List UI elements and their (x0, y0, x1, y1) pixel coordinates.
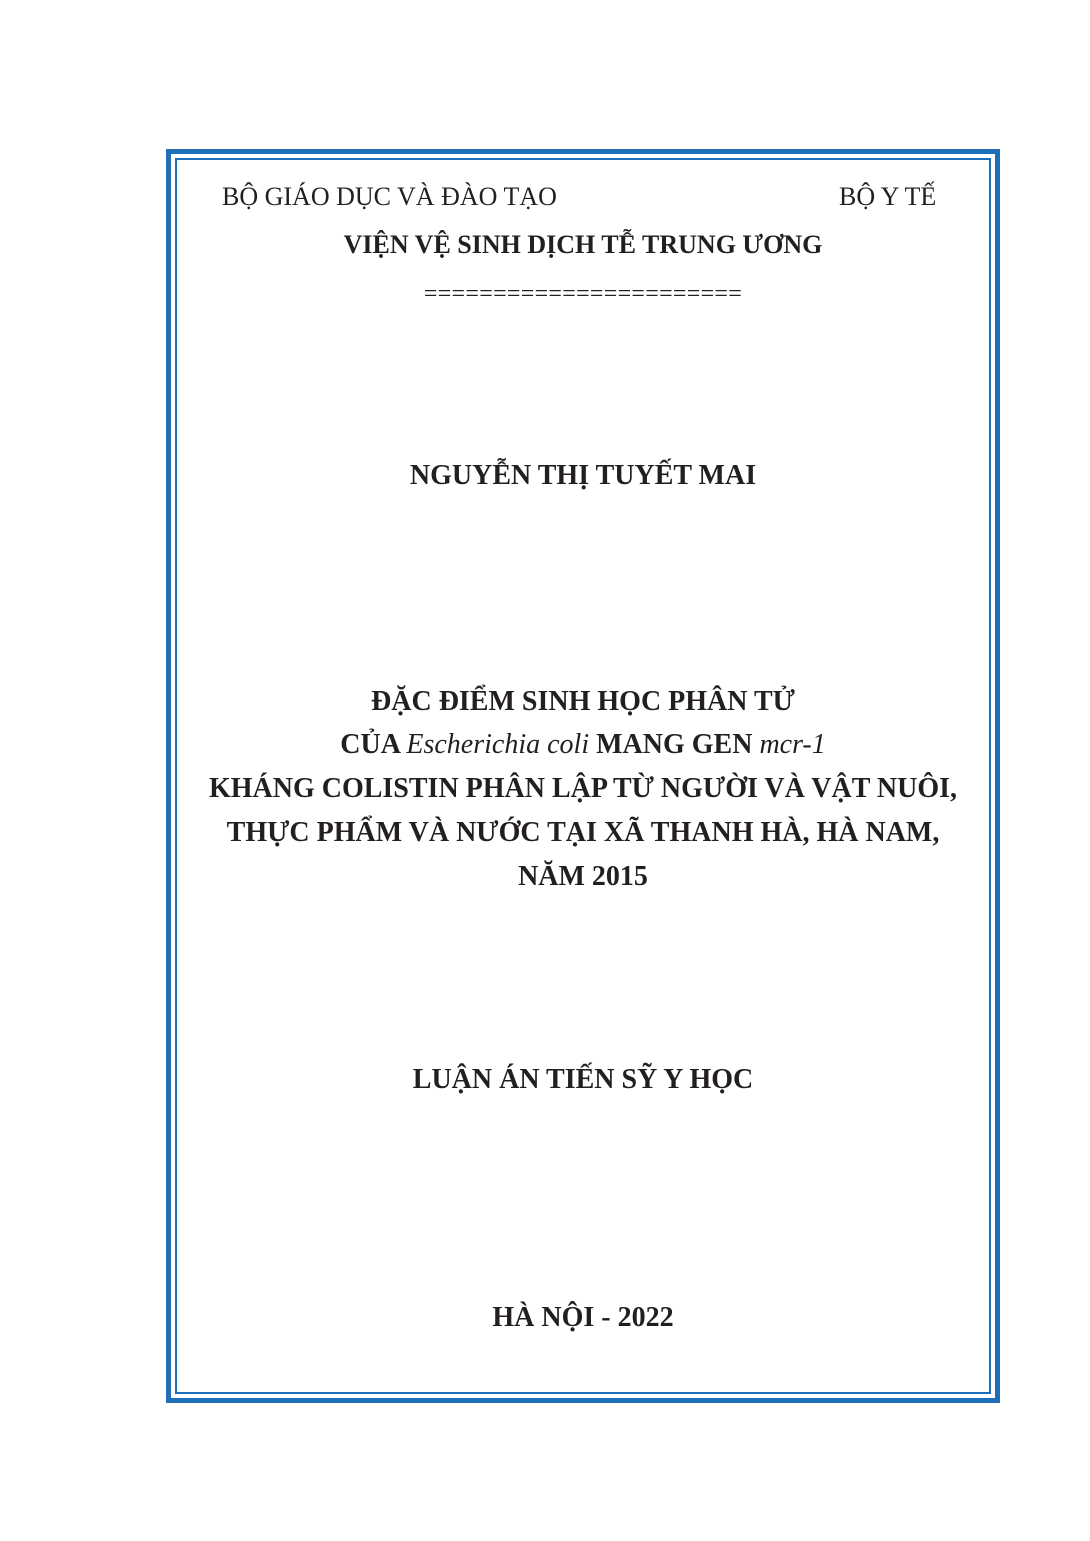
header-divider: ======================= (423, 281, 743, 307)
ministry-of-education-label: BỘ GIÁO DỤC VÀ ĐÀO TẠO (222, 182, 557, 211)
degree-label: LUẬN ÁN TIẾN SỸ Y HỌC (412, 1064, 754, 1095)
thesis-title-line-4: THỰC PHẨM VÀ NƯỚC TẠI XÃ THANH HÀ, HÀ NAM, (226, 817, 940, 848)
thesis-title-line-2 (175, 731, 991, 759)
place-and-year: HÀ NỘI - 2022 (492, 1302, 674, 1333)
gene-name: mcr-1 (759, 729, 826, 760)
title-line-2-prefix: CỦA (340, 729, 407, 760)
institute-name: VIỆN VỆ SINH DỊCH TỄ TRUNG ƯƠNG (343, 230, 823, 259)
species-name: Escherichia coli (406, 729, 590, 760)
thesis-title-line-3: KHÁNG COLISTIN PHÂN LẬP TỪ NGƯỜI VÀ VẬT NUÔI, (208, 773, 958, 804)
author-name: NGUYỄN THỊ TUYẾT MAI (409, 460, 757, 491)
thesis-title-line-1: ĐẶC ĐIỂM SINH HỌC PHÂN TỬ (371, 686, 795, 717)
thesis-title-line-5: NĂM 2015 (518, 861, 648, 892)
ministry-of-health-label: BỘ Y TẾ (839, 182, 937, 211)
title-line-2-middle: MANG GEN (589, 729, 760, 760)
